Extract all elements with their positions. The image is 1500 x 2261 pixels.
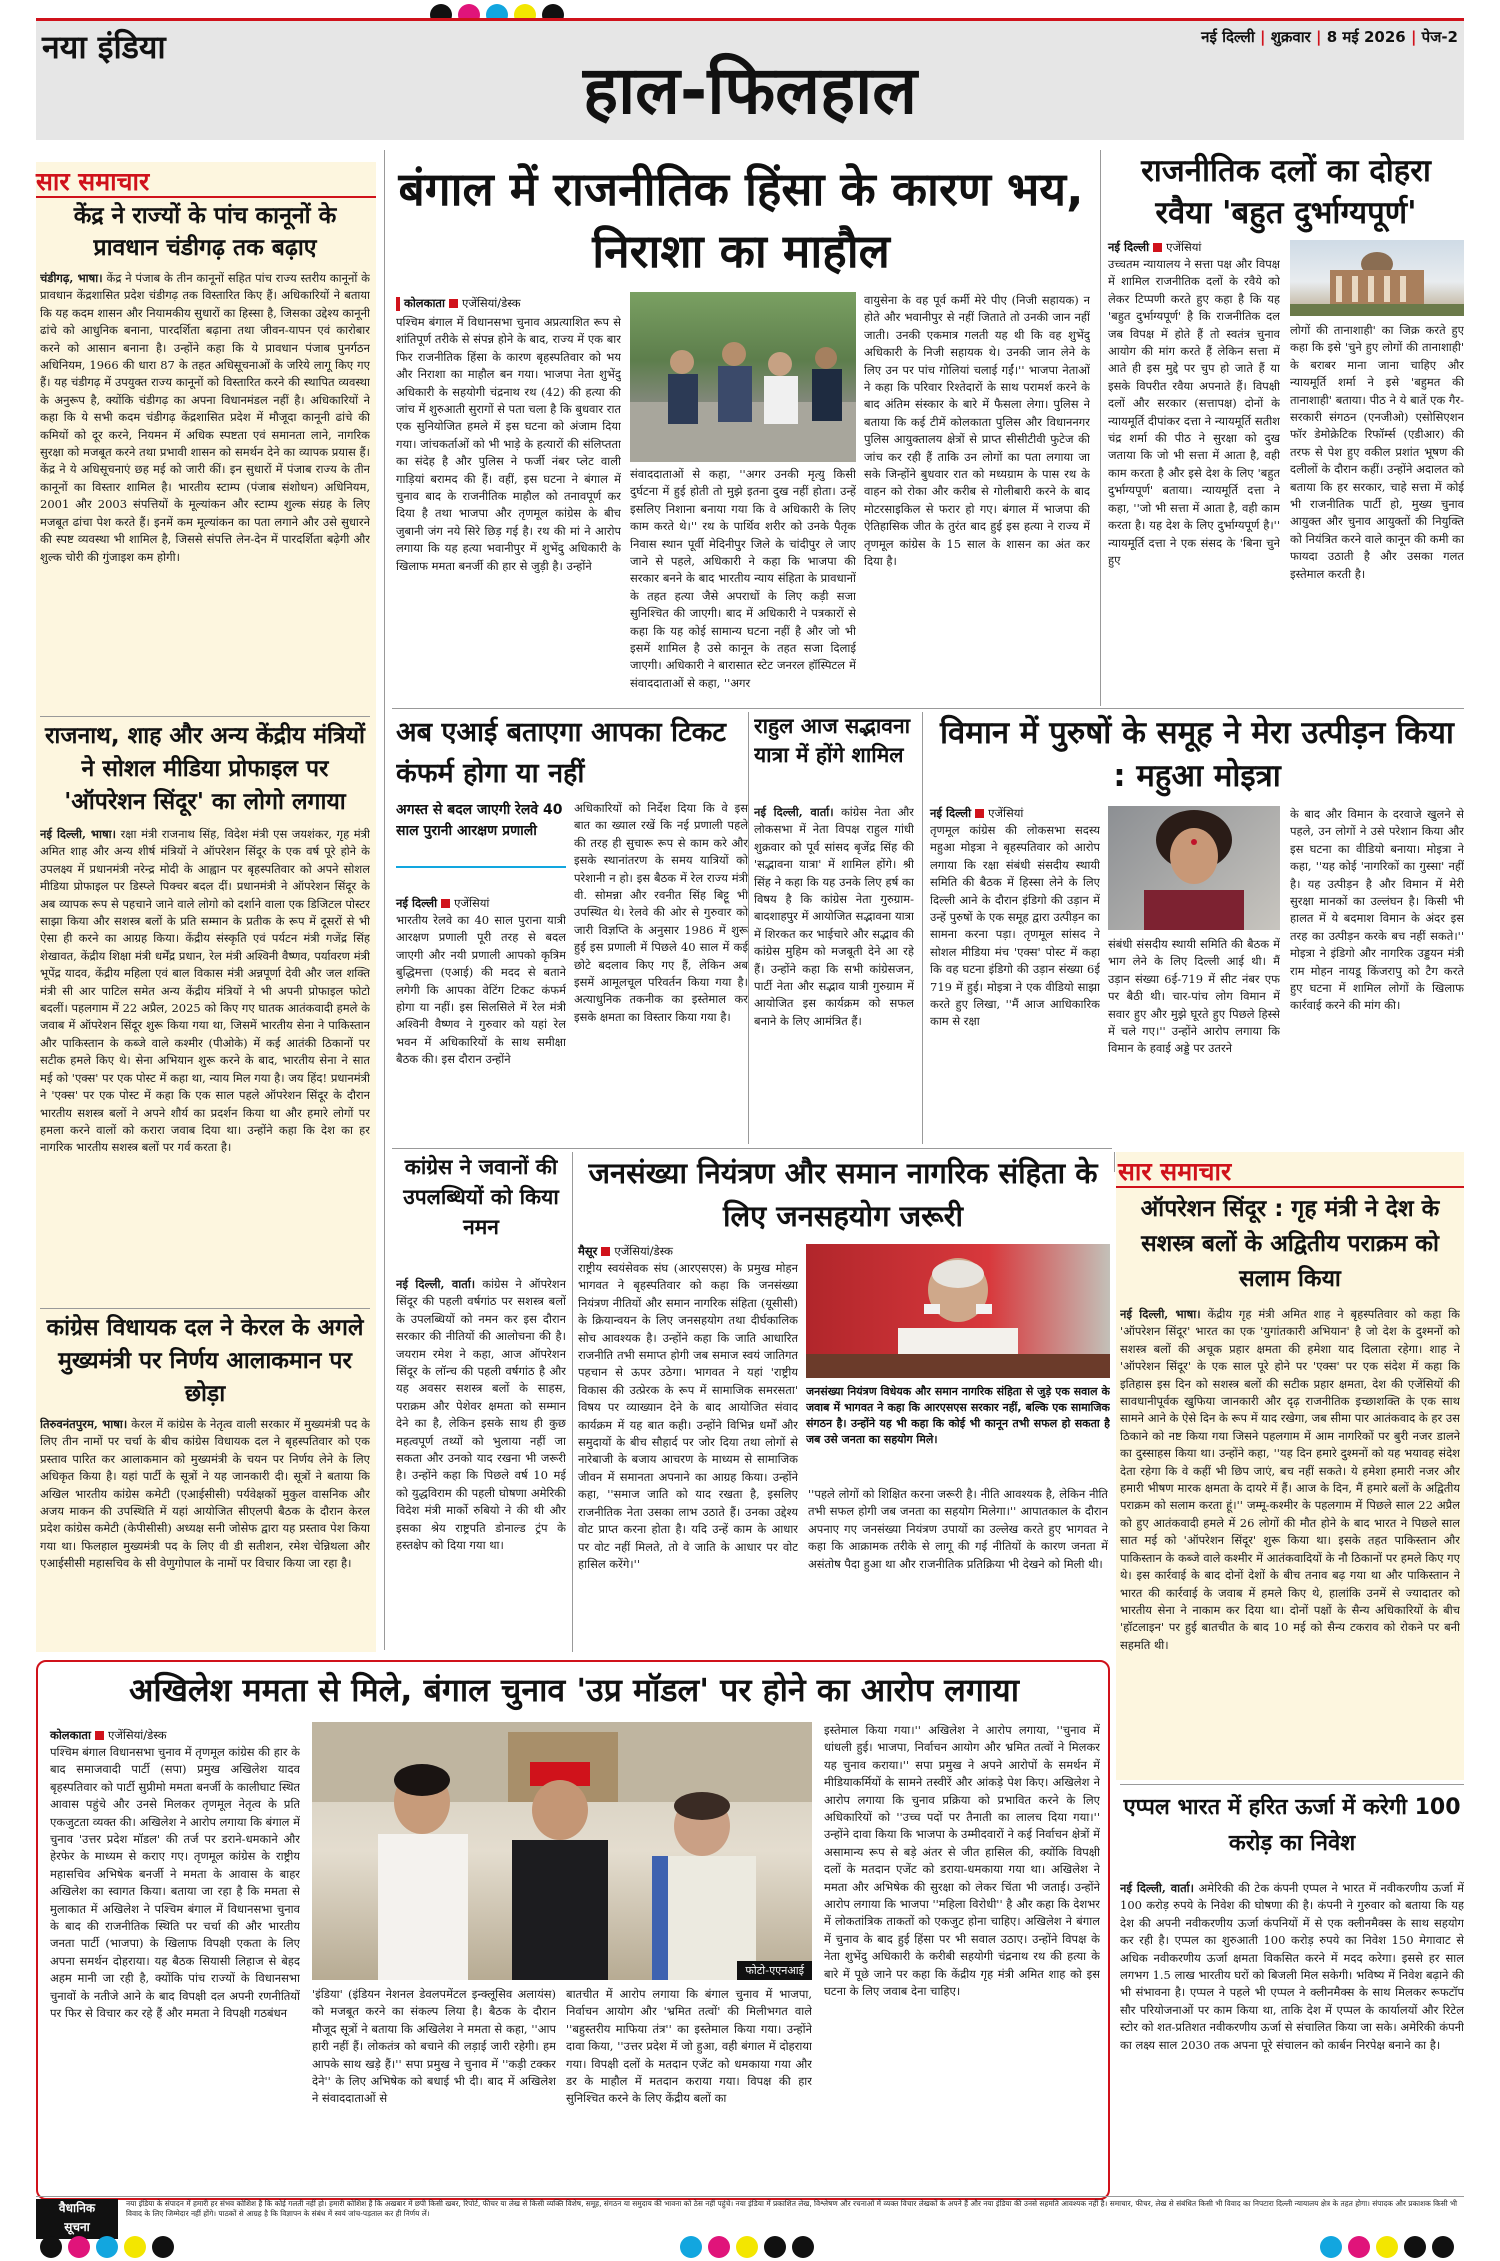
dateline: नई दिल्ली [930, 806, 972, 820]
mahua-col-2: संबंधी संसदीय स्थायी समिति की बैठक में भाग लेने के लिए दिल्ली आई थी। मैं उड़ान संख्या 6ई-719 में सीट नंबर एफ पर बैठी थी। चार-पांच लोग विमान में सवार हुए और मुझे घूरते हुए पिछले हिस्से में चले गए।'' उन्होंने आरोप लगाया कि विमान के हवाई अड्डे पर उतरने [1108, 937, 1280, 1056]
dateline: नई दिल्ली, भाषा। [40, 827, 116, 841]
article-rajnath [40, 826, 370, 1304]
date-strip: नई दिल्ली | शुक्रवार | 8 मई 2026 | पेज-2 [1201, 28, 1458, 46]
footer-label-bottom: सूचना [64, 2220, 90, 2234]
article-body: केंद्र ने पंजाब के तीन कानूनों सहित पांच राज्य स्तरीय कानूनों के प्रावधान केंद्रशासित प्रदेश चंडीगढ़ तक विस्तारित किए हैं। अधिकारियों ने बताया कि यह कदम शासन और नियामकीय सुधारों का हिस्सा है, जिसका उद्देश्य कानूनी ढांचे को आधुनिक बनाना, पारदर्शिता बढ़ाना तथा जीवन-यापन एवं कारोबार करने को आसान बनाना है। उन्होंने कहा कि ये प्रावधान पंजाब पुनर्गठन अधिनियम, 1966 की धारा 87 के तहत अधिसूचनाओं के जरिये लागू किए गए हैं। यह चंडीगढ़ में उपयुक्त राज्य कानूनों को विस्तारित करने की स्थापित व्यवस्था के अनुरूप है, क्योंकि चंडीगढ़ का अपना विधानमंडल नहीं है। अधिकारियों ने कहा कि ये सभी कदम चंडीगढ़ केंद्रशासित प्रदेश में मौजूदा कानूनी ढांचे की कमियों को दूर करने, नियमन में अधिक स्पष्टता एवं समानता लाने, नागरिक सुरक्षा को मजबूत करने तथा प्रभावी शासन को समर्थन देने का व्यापक प्रयास हैं। केंद्र ने ये अधिसूचनाएं छह मई को जारी कीं। इन सुधारों में पंजाब राज्य के तीन कानूनों का विस्तार शामिल है। भारतीय स्टाम्प (पंजाब संशोधन) अधिनियम, 2001 और 2003 संपत्तियों के मूल्यांकन और स्टाम्प शुल्क संग्रह के लिए मजबूत ढांचा पेश करते हैं। इनमें कम मूल्यांकन का पता लगाने और उसे सुधारने की स्पष्ट व्यवस्था भी शामिल है, जिससे संपत्ति लेन-देन में पारदर्शिता बढ़ेगी और शुल्क चोरी की गुंजाइश कम होगी। [40, 271, 370, 564]
article-body: अमेरिकी की टेक कंपनी एप्पल ने भारत में नवीकरणीय ऊर्जा में 100 करोड़ रुपये के निवेश की घोषणा की है। कंपनी ने गुरुवार को बताया कि यह देश की अपनी नवीकरणीय ऊर्जा कंपनियों में से एक क्लीनमैक्स के साथ सहयोग कर रही है। एप्पल का शुरुआती 100 करोड़ रुपये का निवेश 150 मेगावाट से अधिक नवीकरणीय ऊर्जा क्षमता विकसित करने में मदद करेगा। इससे हर साल लगभग 1.5 लाख भारतीय घरों को बिजली मिल सकेगी। भविष्य में निवेश बढ़ाने की भी संभावना है। एप्पल ने पहले भी एप्पल ने क्लीनमैक्स के साथ मिलकर रूफटॉप सौर परियोजनाओं पर काम किया था, ताकि देश में एप्पल के कार्यालयों और रिटेल स्टोर को शत-प्रतिशत नवीकरणीय ऊर्जा से संचालित किया जा सके। अमेरिकी कंपनी का लक्ष्य साल 2030 तक अपना पूरे संचालन को कार्बन निरपेक्ष बनाने का है। [1120, 1881, 1464, 2052]
dateline: नई दिल्ली, वार्ता। [754, 805, 834, 819]
dateline: नई दिल्ली, वार्ता। [396, 1277, 476, 1291]
headline-ai: अब एआई बताएगा आपका टिकट कंफर्म होगा या नहीं [396, 717, 726, 789]
headline-apple: एप्पल भारत में हरित ऊर्जा में करेगी 100 करोड़ का निवेश [1123, 1795, 1461, 1856]
headline-rajnath: राजनाथ, शाह और अन्य केंद्रीय मंत्रियों ने सोशल मीडिया प्रोफाइल पर 'ऑपरेशन सिंदूर' का लोगो लगाया [45, 723, 365, 815]
headline-chandigarh: केंद्र ने राज्यों के पांच कानूनों के प्रावधान चंडीगढ़ तक बढ़ाए [73, 203, 337, 261]
dateline: कोलकाता [404, 296, 445, 310]
headline-rahul: राहुल आज सद्भावना यात्रा में होंगे शामिल [754, 714, 911, 767]
dateline: नई दिल्ली, भाषा। [1120, 1307, 1201, 1321]
dateline: चंडीगढ़, भाषा। [40, 271, 103, 285]
masthead [36, 18, 1464, 140]
photo-bengal-investigation [630, 292, 856, 462]
caption-bhagwat: जनसंख्या नियंत्रण विधेयक और समान नागरिक संहिता से जुड़े एक सवाल के जवाब में भागवत ने कहा कि आरएसएस सरकार नहीं, बल्कि एक सामाजिक संगठन है। उन्होंने यह भी कहा कि कोई भी कानून तभी सफल हो सकता है जब उसे जनता का सहयोग मिले। [806, 1385, 1110, 1446]
mahua-col-3: के बाद और विमान के दरवाजे खुलने से पहले, उन लोगों ने उसे परेशान किया और इस घटना का वीडियो बनाया। मोइत्रा ने कहा, ''यह कोई 'नागरिकों का गुस्सा' नहीं है। यह उत्पीड़न है और विमान में मेरी सुरक्षा मानकों का उल्लंघन है। किसी भी हालत में ये बदमाश विमान के अंदर इस तरह का उत्पीड़न करके बच नहीं सकते।'' मोइत्रा ने इंडिगो और नागरिक उड्डयन मंत्री राम मोहन नायडू किंजरापु को टैग करते हुए घटना में शामिल लोगों के खिलाफ कार्रवाई करने की मांग की। [1290, 807, 1464, 1013]
population-col-2: ''पहले लोगों को शिक्षित करना जरूरी है। नीति आवश्यक है, लेकिन नीति तभी सफल होगी जब जनता का सहयोग मिलेगा।'' आपातकाल के दौरान अपनाए गए जनसंख्या नियंत्रण उपायों का उल्लेख करते हुए भागवत ने कहा कि आक्रामक तरीके से लागू की गई नीतियों के कारण जनता में असंतोष पैदा हुआ था और राजनीतिक प्रतिक्रिया भी देखने को मिली थी। [808, 1487, 1108, 1571]
agency: एजेंसियां [454, 896, 490, 910]
saar-label-left: सार समाचार [36, 167, 150, 196]
photo-mahua-moitra [1108, 806, 1280, 930]
agency: एजेंसियां/डेस्क [461, 296, 521, 310]
footer-label-top: वैधानिक [58, 2201, 96, 2215]
akhilesh-col-3: बातचीत में आरोप लगाया कि बंगाल चुनाव में भाजपा, निर्वाचन आयोग और 'भ्रमित तत्वों' की मिलीभगत वाले ''बहुस्तरीय माफिया तंत्र'' का इस्तेमाल किया गया। उन्होंने दावा किया, ''उत्तर प्रदेश में जो हुआ, वही बंगाल में दोहराया गया। विपक्षी दलों के मतदान एजेंट को धमकाया गया और डर के माहौल में मतदान कराया गया। विपक्ष की हार सुनिश्चित करने के लिए केंद्रीय बलों का [566, 1987, 812, 2106]
byline-ai [396, 896, 566, 911]
registration-marks-bottom-right [1320, 2236, 1460, 2258]
article-body: केंद्रीय गृह मंत्री अमित शाह ने बृहस्पतिवार को कहा कि 'ऑपरेशन सिंदूर' भारत का एक 'युगांतकारी अभियान' है जो देश के दुश्मनों को सशस्त्र बलों की अचूक प्रहार क्षमता की हमेशा याद दिलाता रहेगा। शाह ने 'ऑपरेशन सिंदूर' के एक साल पूरे होने पर 'एक्स' पर एक संदेश में कहा कि इतिहास इस दिन को सशस्त्र बलों की सटीक प्रहार क्षमता, देश की एजेंसियों की सावधानीपूर्वक खुफिया जानकारी और दृढ़ राजनीतिक इच्छाशक्ति के एक साथ सामने आने के ऐसे दिन के रूप में याद रखेगा, जब सीमा पार आतंकवाद के हर उस ठिकाने को नष्ट किया गया जिसने पहलगाम में आम नागरिकों पर बुरी नजर डालने का दुस्साहस किया था। उन्होंने कहा, ''यह दिन हमारे दुश्मनों को यह भयावह संदेश देता रहेगा कि वे कहीं भी छिप जाएं, बच नहीं सकते। ये हमेशा हमारी नजर और हमारी भीषण मारक क्षमता के दायरे में हैं। आज के दिन, मैं हमारे बलों के अद्वितीय पराक्रम को सलाम करता हूं।'' जम्मू-कश्मीर के पहलगाम में पिछले साल 22 अप्रैल को हुए आतंकवादी हमले में 26 लोगों की मौत होने के बाद भारत ने पिछले साल सात मई को 'ऑपरेशन सिंदूर' शुरू किया था। इसके तहत पाकिस्तान और पाकिस्तान के कब्जे वाले कश्मीर में आतंकवादियों के नौ ठिकानों पर हमले किए गए थे। इस कार्रवाई के बाद दोनों देशों के बीच तनाव बढ़ गया था और पाकिस्तान ने भारत की कार्रवाई के जवाब में हमले किए थे, हालांकि उनमें से ज्यादातर को भारतीय सेना ने नाकाम कर दिया था। दोनों पक्षों के सैन्य अधिकारियों के बीच 'हॉटलाइन' पर हुई बातचीत के बाद 10 मई को सैन्य टकराव को रोकने पर बनी सहमति थी। [1120, 1307, 1460, 1652]
dateline: मैसूर [578, 1244, 598, 1258]
subhead-ai: अगस्त से बदल जाएगी रेलवे 40 साल पुरानी आरक्षण प्रणाली [396, 802, 563, 839]
headline-bengal: बंगाल में राजनीतिक हिंसा के कारण भय, निराशा का माहौल [398, 162, 1084, 278]
article-body: रक्षा मंत्री राजनाथ सिंह, विदेश मंत्री एस जयशंकर, गृह मंत्री अमित शाह और अन्य शीर्ष मंत्रियों ने ऑपरेशन सिंदूर के एक वर्ष पूरे होने के उपलक्ष्य में प्रधानमंत्री नरेन्द्र मोदी के आह्वान पर बृहस्पतिवार को अपने सोशल मीडिया प्रोफाइल पर डिस्प्ले पिक्चर बदल दीं। प्रधानमंत्री ने ऑपरेशन सिंदूर के अब व्यापक रूप से पहचाने जाने वाले लोगो को दर्शाने वाला एक डिजिटल पोस्टर साझा किया और सशस्त्र बलों के प्रति सम्मान के प्रतीक के रूप में दूसरों से भी ऐसा ही करने का आग्रह किया। केंद्रीय संस्कृति एवं पर्यटन मंत्री गजेंद्र सिंह शेखावत, केंद्रीय शिक्षा मंत्री धर्मेंद्र प्रधान, रेल मंत्री अश्विनी वैष्णव, पर्यावरण मंत्री भूपेंद्र यादव, केंद्रीय महिला एवं बाल विकास मंत्री अन्नपूर्णा देवी और जल शक्ति मंत्री सी आर पाटिल समेत अन्य केंद्रीय मंत्रियों ने भी अपनी प्रोफाइल फोटो बदलीं। पहलगाम में 22 अप्रैल, 2025 को किए गए घातक आतंकवादी हमले के जवाब में ऑपरेशन सिंदूर शुरू किया गया था, जिसमें भारतीय सेना ने पाकिस्तान और पाकिस्तान के कब्जे वाले कश्मीर (पीओके) में कई आतंकी ठिकानों पर सटीक हमले किए थे। सेना अभियान शुरू करने के बाद, भारतीय सेना ने सात मई को 'एक्स' पर एक पोस्ट में कहा था, न्याय मिल गया है। जय हिंद! प्रधानमंत्री ने 'एक्स' पर एक पोस्ट में कहा कि एक साल पहले ऑपरेशन सिंदूर के दौरान भारतीय सशस्त्र बलों ने अपने शौर्य का प्रदर्शन किया था और हमारे लोगों पर हमला करने वालों को करारा जवाब दिया था। उन्होंने कहा कि देश का हर नागरिक भारतीय सशस्त्र बलों पर गर्व करता है। [40, 827, 370, 1155]
mahua-col-1: तृणमूल कांग्रेस की लोकसभा सदस्य महुआ मोइत्रा ने बृहस्पतिवार को आरोप लगाया कि रक्षा संबंधी संसदीय स्थायी समिति की बैठक में हिस्सा लेने के लिए दिल्ली आने के दौरान इंडिगो की उड़ान में उन्हें पुरुषों के एक समूह द्वारा उत्पीड़न का सामना करना पड़ा। तृणमूल सांसद ने सोशल मीडिया मंच 'एक्स' पोस्ट में कहा कि वह घटना इंडिगो की उड़ान संख्या 6ई 719 में हुई। मोइत्रा ने एक वीडियो साझा करते हुए लिखा, ''मैं आज आधिकारिक काम से रक्षा [930, 823, 1100, 1029]
article-kerala [40, 1416, 370, 1648]
logo: नया इंडिया [42, 28, 166, 66]
bengal-col-1: पश्चिम बंगाल में विधानसभा चुनाव अप्रत्याशित रूप से शांतिपूर्ण तरीके से संपन्न होने के बाद, राज्य में एक बार फिर राजनीतिक हिंसा के कारण बृहस्पतिवार को भय और निराशा का माहौल बन गया। भाजपा नेता शुभेंदु अधिकारी के सहयोगी चंद्रनाथ रथ (42) की हत्या की जांच में शुरुआती सुरागों से पता चला है कि बुधवार रात एक सुनियोजित हमले में इस घटना को अंजाम दिया गया। जांचकर्ताओं को भी भाड़े के हत्यारों की संलिप्तता का संदेह है और पुलिस ने फर्जी नंबर प्लेट वाली गाड़ियां बरामद की हैं। वहीं, इस घटना ने बंगाल में चुनाव बाद के राजनीतिक माहौल को तनावपूर्ण कर दिया है तथा भाजपा और तृणमूल कांग्रेस के बीच जुबानी जंग नये सिरे छिड़ गई है। रथ की मां ने आरोप लगाया कि यह हत्या भवानीपुर में शुभेंदु अधिकारी के खिलाफ ममता बनर्जी की हार से जुड़ी है। उन्होंने [396, 315, 621, 573]
issue-date: 8 मई 2026 [1326, 28, 1406, 46]
headline-parties: राजनीतिक दलों का दोहरा रवैया 'बहुत दुर्भाग्यपूर्ण' [1141, 153, 1431, 231]
byline-akhilesh [50, 1728, 280, 1743]
headline-kerala: कांग्रेस विधायक दल ने केरल के अगले मुख्यमंत्री पर निर्णय आलाकमान पर छोड़ा [46, 1315, 364, 1407]
population-col-1: राष्ट्रीय स्वयंसेवक संघ (आरएसएस) के प्रमुख मोहन भागवत ने बृहस्पतिवार को कहा कि जनसंख्या नियंत्रण नीतियों और समान नागरिक संहिता (यूसीसी) के क्रियान्वयन के लिए जनसहयोग तथा दीर्घकालिक सोच आवश्यक है। उन्होंने कहा कि जाति आधारित राजनीति तभी समाप्त होगी जब समाज स्वयं जातिगत पहचान से ऊपर उठेगा। भागवत ने यहां 'राष्ट्रीय विकास की उत्प्रेरक के रूप में सामाजिक समरसता' विषय पर व्याख्यान देने के बाद आयोजित संवाद कार्यक्रम में यह बात कही। उन्होंने विभिन्न धर्मों और समुदायों के बीच सौहार्द पर जोर दिया तथा लोगों से नारेबाजी के बजाय आचरण के माध्यम से सामाजिक जीवन में समानता अपनाने का आग्रह किया। उन्होंने कहा, ''समाज जाति को याद रखता है, इसलिए राजनीतिक नेता उसका लाभ उठाते हैं। उनका उद्देश्य वोट प्राप्त करना होता है। यदि उन्हें काम के आधार पर वोट नहीं मिलते, तो वे जाति के आधार पर वोट हासिल करेंगे।'' [578, 1261, 798, 1571]
registration-marks-bottom-center [680, 2236, 820, 2258]
article-congress-jawan [396, 1276, 566, 1652]
footer-notice [36, 2196, 1464, 2240]
section-title: हाल-फिलहाल [583, 52, 917, 129]
photo-mohan-bhagwat [806, 1244, 1110, 1378]
registration-marks-bottom-left [40, 2236, 180, 2258]
photo-supreme-court [1290, 240, 1464, 316]
agency: एजेंसियां/डेस्क [107, 1728, 167, 1742]
headline-population: जनसंख्या नियंत्रण और समान नागरिक संहिता के लिए जनसहयोग जरूरी [588, 1156, 1098, 1233]
article-body: कांग्रेस ने ऑपरेशन सिंदूर की पहली वर्षगांठ पर सशस्त्र बलों के उपलब्धियों को नमन कर इस दौरान सरकार की नीतियों की आलोचना की है। जयराम रमेश ने कहा, आज ऑपरेशन सिंदूर के लॉन्च की पहली वर्षगांठ है और यह अवसर सशस्त्र बलों के साहस, पराक्रम और पेशेवर क्षमता को सम्मान देने का है, लेकिन इसके साथ ही कुछ महत्वपूर्ण तथ्यों को भुलाया नहीं जा सकता और उनको याद रखना भी जरूरी है। उन्होंने कहा कि पिछले वर्ष 10 मई को युद्धविराम की पहली घोषणा अमेरिकी विदेश मंत्री मार्को रुबियो ने की थी और इसका श्रेय राष्ट्रपति डोनाल्ड ट्रंप के हस्तक्षेप को दिया गया था। [396, 1277, 566, 1553]
dateline: नई दिल्ली [396, 896, 438, 910]
byline-population [578, 1244, 798, 1259]
weekday: शुक्रवार [1270, 28, 1311, 46]
bengal-col-3: वायुसेना के वह पूर्व कर्मी मेरे पीए (निजी सहायक) न होते और भवानीपुर से नहीं जिताते तो उनकी जान नहीं जाती। उनकी एकमात्र गलती यह थी कि वह शुभेंदु अधिकारी के निजी सहायक थे। उनकी जान लेने के लिए उन पर पांच गोलियां चलाई गईं।'' भाजपा नेताओं ने कहा कि परिवार रिश्तेदारों के साथ परामर्श करने के बाद अंतिम संस्कार के बारे में फैसला लेगा। पुलिस ने बताया कि कई टीमें कोलकाता पुलिस और विधाननगर पुलिस आयुक्तालय क्षेत्रों से प्राप्त सीसीटीवी फुटेज की जांच कर रही हैं ताकि उन लोगों का पता लगाया जा सके जिन्होंने बुधवार रात को मध्यग्राम के पास रथ के वाहन को रोका और करीब से गोलीबारी करने के बाद मोटरसाइकिल से फरार हो गए। बंगाल में भाजपा की ऐतिहासिक जीत के तुरंत बाद हुई इस हत्या ने राज्य में तृणमूल कांग्रेस के 15 साल के शासन का अंत कर दिया है। [864, 293, 1090, 569]
headline-mahua: विमान में पुरुषों के समूह ने मेरा उत्पीड़न किया : महुआ मोइत्रा [940, 715, 1454, 794]
photo-credit: फोटो-एएनआई [737, 1961, 812, 1980]
headline-congress-jawan: कांग्रेस ने जवानों की उपलब्धियों को किया नमन [403, 1155, 559, 1239]
footer-label [36, 2199, 118, 2239]
agency: एजेंसियां/डेस्क [614, 1244, 673, 1258]
footer-text: नया इंडिया के संपादन में हमारी हर संभव कोशिश है कि कोई गलती नहीं हो। हमारी कोशिश है कि अखबार में छपी किसी खबर, रिपोर्ट, फीचर या लेख से किसी व्यक्ति विशेष, समूह, संगठन या समुदाय की भावना को ठेस नहीं पहुंचे। नया इंडिया में प्रकाशित लेख, विश्लेषण और रचनाओं में व्यक्त विचार लेखकों के अपने हैं और नया इंडिया की उनसे सहमति आवश्यक नहीं है। समाचार, फीचर, लेख से संबंधित किसी भी विवाद का निपटारा दिल्ली न्यायालय क्षेत्र के तहत होगा। संपादक और प्रकाशक किसी भी विवाद के लिए जिम्मेदार नहीं होंगे। पाठकों से आग्रह है कि विज्ञापन के संबंध में स्वयं जांच-पड़ताल कर ही निर्णय लें। [126, 2199, 1458, 2218]
article-operation-sindoor [1120, 1306, 1460, 1776]
agency: एजेंसियां [1166, 240, 1202, 254]
article-body: केरल में कांग्रेस के नेतृत्व वाली सरकार में मुख्यमंत्री पद के लिए तीन नामों पर चर्चा के बीच कांग्रेस विधायक दल ने बृहस्पतिवार को एक प्रस्ताव पारित कर आलाकमान को मुख्यमंत्री के चयन पर निर्णय लेने के लिए अधिकृत किया है। यहां पार्टी के सूत्रों ने यह जानकारी दी। सूत्रों ने बताया कि अखिल भारतीय कांग्रेस कमेटी (एआईसीसी) पर्यवेक्षकों मुकुल वासनिक और अजय माकन की उपस्थिति में यहां आयोजित सीएलपी बैठक के दौरान केरल प्रदेश कांग्रेस कमेटी (केपीसीसी) अध्यक्ष सनी जोसेफ द्वारा यह प्रस्ताव पेश किया गया था। फिलहाल मुख्यमंत्री पद के लिए वी डी सतीशन, रमेश चेन्निथला और एआईसीसी महासचिव के सी वेणुगोपाल के नामों पर विचार किया जा रहा है। [40, 1417, 370, 1571]
dateline: नई दिल्ली, वार्ता। [1120, 1881, 1194, 1895]
byline-bengal [396, 296, 621, 311]
dateline: तिरुवनंतपुरम, भाषा। [40, 1417, 128, 1431]
dateline: कोलकाता [50, 1728, 91, 1742]
akhilesh-col-2: 'इंडिया' (इंडियन नेशनल डेवलपमेंटल इन्क्लूसिव अलायंस) को मजबूत करने का संकल्प लिया है। बैठक के दौरान मौजूद सूत्रों ने बताया कि अखिलेश ने ममता से कहा, ''आप हारी नहीं हैं। लोकतंत्र को बचाने की लड़ाई जारी रहेगी। हम आपके साथ खड़े हैं।'' सपा प्रमुख ने चुनाव में ''कड़ी टक्कर देने'' के लिए अभिषेक को बधाई भी दी। बाद में अखिलेश ने संवाददाताओं से [312, 1987, 556, 2106]
ai-col-2: अधिकारियों को निर्देश दिया कि वे इस बात का ख्याल रखें कि नई प्रणाली पहले की तरह ही सुचारू रूप से काम करे और इसके स्थानांतरण के समय यात्रियों को परेशानी न हो। इस बैठक में रेल राज्य मंत्री वी. सोमन्ना और रवनीत सिंह बिट्टू भी उपस्थित थे। रेलवे की ओर से गुरुवार को जारी विज्ञप्ति के अनुसार 1986 में शुरू हुई इस प्रणाली में पिछले 40 साल में कई छोटे बदलाव किए गए हैं, लेकिन अब इसमें आमूलचूल परिवर्तन किया गया है। अत्याधुनिक तकनीक का इस्तेमाल कर इसके क्षमता का विस्तार किया गया है। [574, 801, 748, 1024]
byline-parties [1108, 240, 1278, 255]
article-rahul [754, 804, 914, 1144]
akhilesh-col-4: इस्तेमाल किया गया।'' अखिलेश ने आरोप लगाया, ''चुनाव में धांधली हुई। भाजपा, निर्वाचन आयोग और भ्रमित तत्वों ने मिलकर यह चुनाव कराया।'' सपा प्रमुख ने अपने आरोपों के समर्थन में मीडियाकर्मियों के सामने तस्वीरें और आंकड़े पेश किए। अखिलेश ने आरोप लगाया कि चुनाव प्रक्रिया को प्रभावित करने के लिए अधिकारियों को ''उच्च पदों पर तैनाती का लालच दिया गया।'' उन्होंने दावा किया कि भाजपा के उम्मीदवारों ने कई निर्वाचन क्षेत्रों में असामान्य रूप से बड़े अंतर से जीत हासिल की, क्योंकि विपक्षी दलों के मतदान एजेंट को डराया-धमकाया गया था। अखिलेश ने ममता और अभिषेक की सुरक्षा को लेकर चिंता भी जताई। उन्होंने आरोप लगाया कि भाजपा ''महिला विरोधी'' है और कहा कि देशभर में लोकतांत्रिक ताकतों को एकजुट होना चाहिए। अखिलेश ने बंगाल में चुनाव के बाद हुई हिंसा पर भी सवाल उठाए। उन्होंने विपक्ष के नेता शुभेंदु अधिकारी के करीबी सहयोगी चंद्रनाथ रथ की हत्या के बारे में पूछे जाने पर कहा कि केंद्रीय गृह मंत्री अमित शाह को इस घटना के लिए जवाब देना चाहिए। [824, 1723, 1100, 1999]
ai-col-1: भारतीय रेलवे का 40 साल पुराना यात्री आरक्षण प्रणाली पूरी तरह से बदल जाएगी और नयी प्रणाली आपको कृत्रिम बुद्धिमत्ता (एआई) की मदद से बताने लगेगी कि आपका वेटिंग टिकट कंफर्म होगा या नहीं। इस सिलसिले में रेल मंत्री अश्विनी वैष्णव ने गुरुवार को यहां रेल भवन में अधिकारियों के साथ समीक्षा बैठक की। इस दौरान उन्होंने [396, 913, 566, 1067]
parties-col-1: उच्चतम न्यायालय ने सत्ता पक्ष और विपक्ष में शामिल राजनीतिक दलों के रवैये को लेकर टिप्पणी करते हुए कहा है कि यह 'बहुत दुर्भाग्यपूर्ण' है कि राजनीतिक दल जब विपक्ष में होते हैं तो स्वतंत्र चुनाव आयोग की मांग करते हैं लेकिन सत्ता में आते ही इस मुद्दे पर चुप हो जाते हैं या इसके विपरीत रवैया अपनाते हैं। विपक्षी दलों और सरकार (सत्तापक्ष) दोनों के न्यायमूर्ति दीपांकर दत्ता ने न्यायमूर्ति सतीश चंद्र शर्मा की पीठ ने सुरक्षा को दुख जताया कि जो भी सत्ता में आता है, वही काम करता है और इसे देश के लिए 'बहुत दुर्भाग्यपूर्ण' बताया। न्यायमूर्ति दत्ता ने कहा, ''जो भी सत्ता में आता है, वही काम करता है। यह देश के लिए दुर्भाग्यपूर्ण है।'' न्यायमूर्ति दत्ता ने एक संसद के 'बिना चुने हुए [1108, 257, 1280, 567]
byline-mahua [930, 806, 1100, 821]
akhilesh-col-1: पश्चिम बंगाल विधानसभा चुनाव में तृणमूल कांग्रेस की हार के बाद समाजवादी पार्टी (सपा) प्रमुख अखिलेश यादव बृहस्पतिवार को पार्टी सुप्रीमो ममता बनर्जी के कालीघाट स्थित आवास पहुंचे और उनसे मिलकर तृणमूल नेतृत्व के प्रति एकजुटता व्यक्त की। अखिलेश ने आरोप लगाया कि बंगाल में चुनाव 'उत्तर प्रदेश मॉडल' की तर्ज पर डराने-धमकाने और हेरफेर के माध्यम से कराए गए। तृणमूल कांग्रेस के राष्ट्रीय महासचिव अभिषेक बनर्जी ने ममता के आवास के बाहर अखिलेश का स्वागत किया। बताया जा रहा है कि ममता से मुलाकात में अखिलेश ने पश्चिम बंगाल में विधानसभा चुनाव के बाद की राजनीतिक स्थिति पर चर्चा की और भारतीय जनता पार्टी (भाजपा) के खिलाफ विपक्षी एकता के लिए अपना समर्थन दोहराया। यह बैठक सियासी लिहाज से बेहद अहम मानी जा रही है, क्योंकि पांच राज्यों के विधानसभा चुनावों के नतीजे आने के बाद विपक्षी दल अपनी रणनीतियों पर फिर से विचार कर रहे हैं और ममता ने विपक्षी गठबंधन [50, 1745, 300, 2021]
article-body: कांग्रेस नेता और लोकसभा में नेता विपक्ष राहुल गांधी शुक्रवार को पूर्व सांसद बृजेंद्र सिंह की 'सद्भावना यात्रा' में शामिल होंगे। श्री सिंह ने कहा कि यह उनके लिए हर्ष का विषय है कि कांग्रेस नेता गुरुग्राम-बादशाहपुर में आयोजित सद्भावना यात्रा में शिरकत कर भाईचारे और सद्भाव की कांग्रेस मुहिम को मजबूती देने आ रहे हैं। उन्होंने कहा कि सभी कांग्रेसजन, पार्टी नेता और सद्भाव यात्री गुरुग्राम में आयोजित इस कार्यक्रम को सफल बनाने के लिए आमंत्रित हैं। [754, 805, 914, 1028]
headline-operation-sindoor: ऑपरेशन सिंदूर : गृह मंत्री ने देश के सशस्त्र बलों के अद्वितीय पराक्रम को सलाम किया [1140, 1196, 1440, 1292]
article-chandigarh [40, 270, 370, 712]
saar-label-right: सार समाचार [1118, 1157, 1232, 1186]
bengal-col-2: संवाददाताओं से कहा, ''अगर उनकी मृत्यु किसी दुर्घटना में हुई होती तो मुझे इतना दुख नहीं होता। उन्हें इसलिए निशाना बनाया गया कि वे अधिकारी के लिए काम करते थे।'' रथ के पार्थिव शरीर को उनके पैतृक निवास स्थान पूर्वी मेदिनीपुर जिले के चांदीपुर ले जाए जाने से पहले, अधिकारी ने कहा कि भाजपा की सरकार बनने के बाद भारतीय न्याय संहिता के प्रावधानों के तहत हत्या जैसे अपराधों के लिए कड़ी सजा सुनिश्चित की जाएगी। बाद में अधिकारी ने पत्रकारों से कहा कि यह कोई सामान्य घटना नहीं है और जो भी इसमें शामिल है उसे कानून के तहत सजा दिलाई जाएगी। अधिकारी ने बारासात स्टेट जनरल हॉस्पिटल में संवाददाताओं से कहा, ''अगर [630, 467, 856, 690]
article-apple [1120, 1880, 1464, 2192]
page-number: पेज-2 [1421, 28, 1458, 46]
dateline: नई दिल्ली [1108, 240, 1150, 254]
agency: एजेंसियां [988, 806, 1024, 820]
photo-akhilesh-mamata [312, 1722, 812, 1980]
headline-akhilesh: अखिलेश ममता से मिले, बंगाल चुनाव 'उप्र मॉडल' पर होने का आरोप लगाया [128, 1671, 1020, 1709]
city: नई दिल्ली [1201, 28, 1255, 46]
parties-col-2: लोगों की तानाशाही' का जिक्र करते हुए कहा कि इसे 'चुने हुए लोगों की तानाशाही' के बराबर माना जाना चाहिए और न्यायमूर्ति शर्मा ने इसे 'बहुमत की तानाशाही' बताया। पीठ ने ये बातें एक गैर-सरकारी संगठन (एनजीओ) एसोसिएशन फॉर डेमोक्रेटिक रिफॉर्म्स (एडीआर) की तरफ से पेश हुए वकील प्रशांत भूषण की दलीलों के दौरान कहीं। उन्होंने अदालत को बताया कि हर सरकार, चाहे सत्ता में कोई भी राजनीतिक पार्टी हो, मुख्य चुनाव आयुक्त और चुनाव आयुक्तों की नियुक्ति को नियंत्रित करने वाले कानून की कमी का फायदा उठाती है और उसका गलत इस्तेमाल करती है। [1290, 323, 1464, 581]
